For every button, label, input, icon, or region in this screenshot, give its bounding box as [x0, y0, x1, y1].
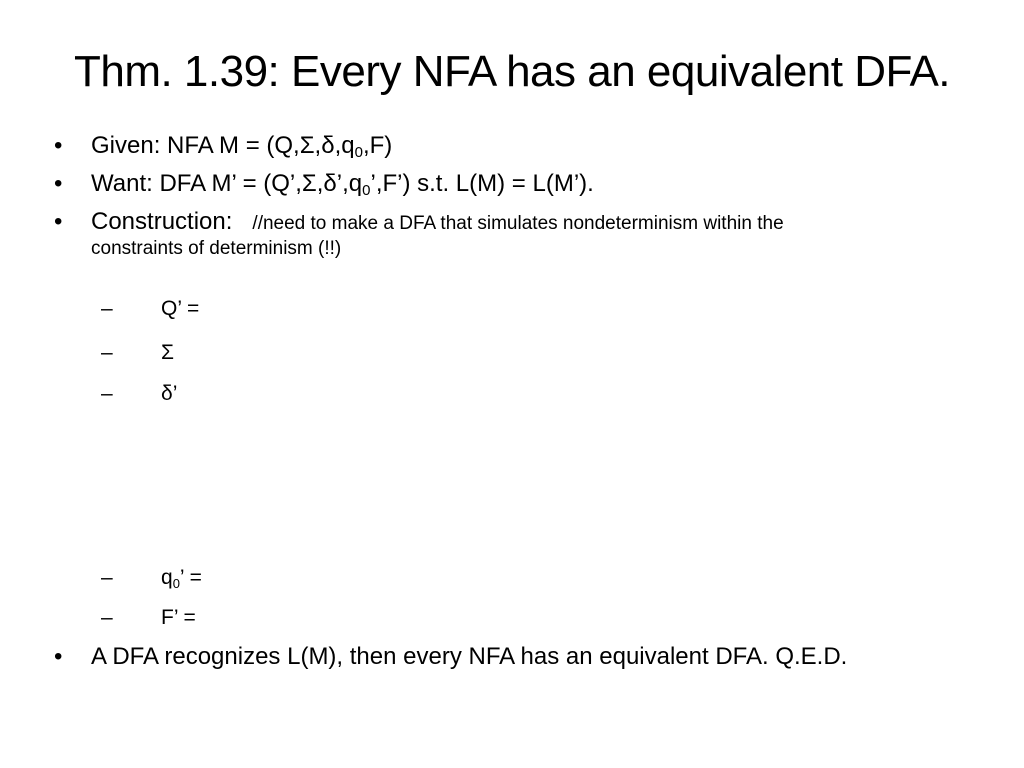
sub-item-f-prime — [101, 604, 196, 632]
bullet-dot: • — [54, 643, 63, 670]
bullet-want-text — [91, 169, 594, 199]
bullet-dot: • — [54, 132, 63, 159]
q0-subscript: 0 — [172, 576, 180, 591]
bullet-conclusion — [54, 642, 847, 672]
bullet-construction — [54, 207, 784, 239]
q0-prefix: q — [161, 566, 173, 589]
want-prefix: Want: DFA M’ = (Q’,Σ,δ’,q — [91, 170, 363, 197]
conclusion-text: A DFA recognizes L(M), then every NFA has an equivalent DFA. Q.E.D. — [91, 643, 848, 670]
bullet-dot: • — [54, 170, 63, 197]
sigma-text: Σ — [161, 341, 174, 364]
dash: – — [101, 382, 113, 405]
want-subscript: 0 — [362, 182, 371, 199]
construction-note-continued: constraints of determinism (!!) — [91, 238, 342, 259]
bullet-construction-text — [91, 207, 784, 239]
dash: – — [101, 297, 113, 320]
sub-item-q-prime — [101, 295, 199, 323]
slide-title: Thm. 1.39: Every NFA has an equivalent DFA. — [73, 47, 951, 96]
given-subscript: 0 — [354, 144, 363, 161]
bullet-given — [54, 131, 392, 161]
bullet-want — [54, 169, 594, 199]
construction-label: Construction: — [91, 208, 233, 235]
q0-prime-text — [161, 566, 202, 589]
sub-item-sigma — [101, 339, 174, 367]
q-prime-text: Q’ = — [161, 297, 200, 320]
bullet-dot: • — [54, 208, 63, 235]
q0-suffix: ’ = — [179, 566, 202, 589]
given-suffix: ,F) — [362, 132, 393, 159]
want-suffix: ’,F’) s.t. L(M) = L(M’). — [370, 170, 594, 197]
bullet-given-text — [91, 131, 392, 161]
dash: – — [101, 606, 113, 629]
delta-prime-text: δ’ — [161, 382, 178, 405]
dash: – — [101, 566, 113, 589]
construction-note: //need to make a DFA that simulates nondeterminism within the — [252, 213, 784, 234]
given-prefix: Given: NFA M = (Q,Σ,δ,q — [91, 132, 355, 159]
f-prime-text: F’ = — [161, 606, 196, 629]
sub-item-delta-prime — [101, 380, 177, 408]
dash: – — [101, 341, 113, 364]
sub-item-q0-prime — [101, 564, 202, 592]
